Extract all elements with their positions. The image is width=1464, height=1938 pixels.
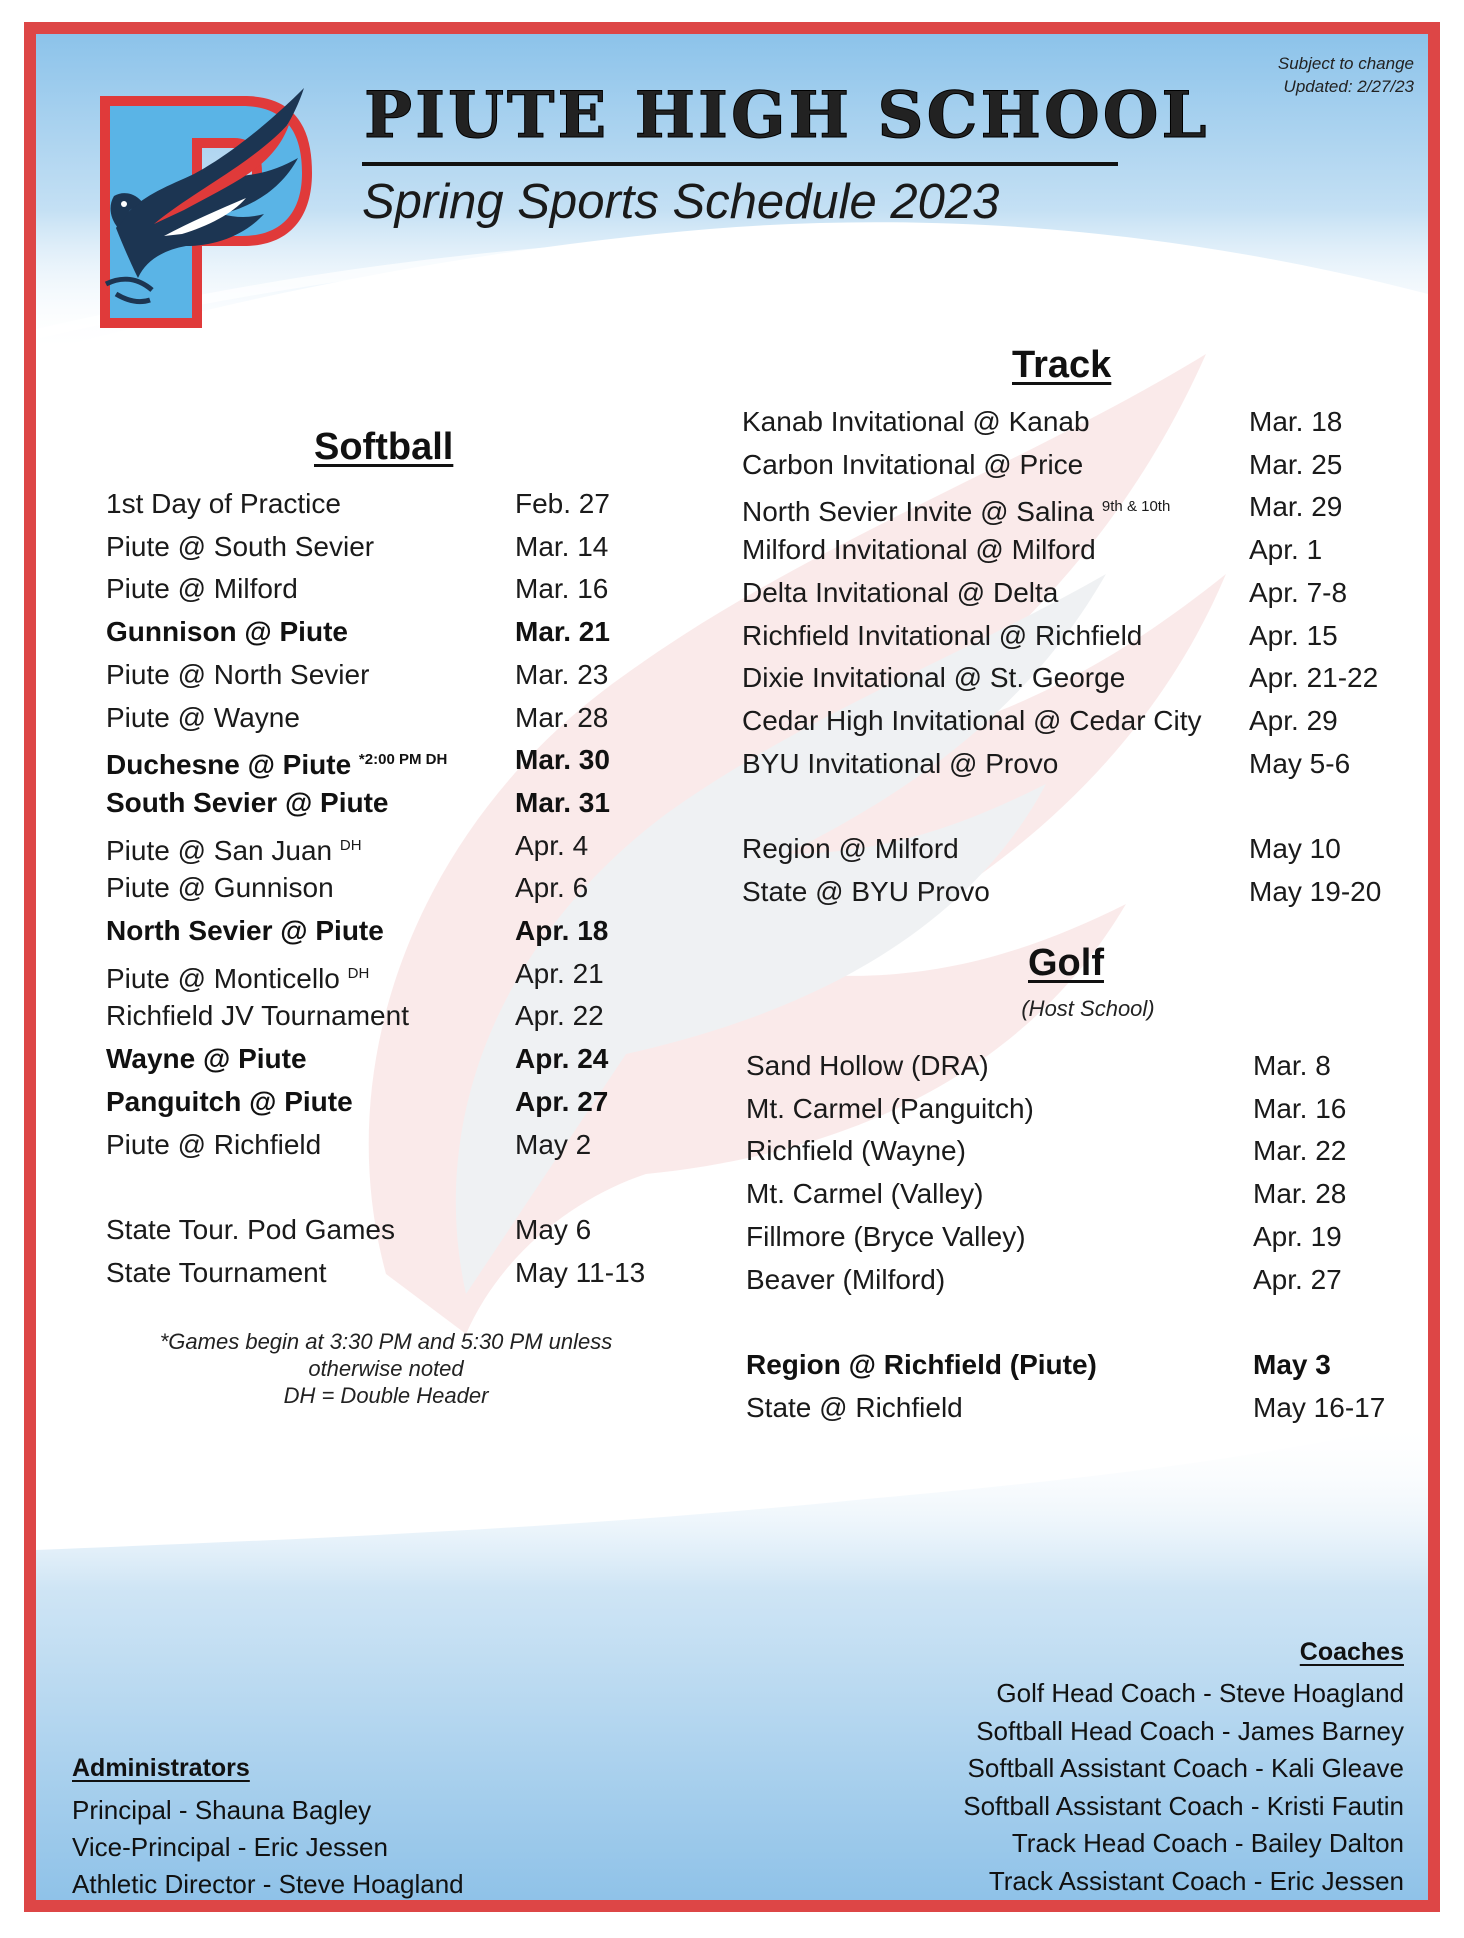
track-event-row bbox=[742, 871, 1440, 914]
golf-host-label: (Host School) bbox=[1021, 996, 1155, 1021]
track-event-row bbox=[742, 615, 1440, 658]
event-name: North Sevier Invite @ Salina bbox=[742, 496, 1095, 528]
event-date: Mar. 16 bbox=[1253, 1092, 1347, 1124]
track-event-row bbox=[742, 657, 1440, 700]
event-date: Apr. 21 bbox=[515, 957, 604, 989]
track-event-row bbox=[742, 700, 1440, 743]
event-name: Wayne @ Piute bbox=[106, 1043, 307, 1075]
event-date: Mar. 22 bbox=[1253, 1135, 1347, 1167]
event-name-cell bbox=[106, 611, 348, 654]
event-name: BYU Invitational @ Provo bbox=[742, 747, 1059, 779]
softball-event-row bbox=[106, 654, 686, 697]
event-date: Apr. 22 bbox=[515, 1000, 604, 1032]
event-date: Apr. 18 bbox=[515, 915, 609, 946]
event-note: *2:00 PM DH bbox=[358, 751, 448, 769]
event-name: Carbon Invitational @ Price bbox=[742, 448, 1084, 480]
coaches-heading: Coaches bbox=[1299, 1638, 1404, 1666]
event-name-cell bbox=[742, 486, 1170, 534]
event-name-cell bbox=[742, 444, 1083, 487]
softball-event-row bbox=[106, 1124, 686, 1167]
softball-event-row bbox=[106, 1081, 686, 1124]
track-event-row bbox=[742, 486, 1440, 529]
event-name: North Sevier @ Piute bbox=[106, 915, 384, 946]
event-name-cell bbox=[106, 1209, 395, 1252]
event-name: Richfield (Wayne) bbox=[746, 1135, 966, 1167]
coach-entry: Softball Assistant Coach - Kristi Fautin bbox=[963, 1790, 1404, 1821]
event-date: May 5-6 bbox=[1249, 747, 1351, 779]
event-date: Apr. 27 bbox=[1253, 1263, 1342, 1295]
track-event-row bbox=[742, 828, 1440, 871]
administrator-entry: Principal - Shauna Bagley bbox=[72, 1795, 372, 1825]
track-event-row bbox=[742, 401, 1440, 444]
event-name: Piute @ Wayne bbox=[106, 701, 300, 733]
event-name: Panguitch @ Piute bbox=[106, 1085, 353, 1117]
event-date: Mar. 14 bbox=[515, 530, 609, 562]
administrators-heading: Administrators bbox=[72, 1754, 250, 1782]
schedule-subtitle: Spring Sports Schedule 2023 bbox=[362, 175, 1000, 229]
softball-event-row bbox=[106, 526, 686, 569]
event-name: Mt. Carmel (Panguitch) bbox=[746, 1092, 1034, 1124]
event-name: 1st Day of Practice bbox=[106, 488, 341, 519]
coach-entry: Golf Head Coach - Steve Hoagland bbox=[996, 1678, 1404, 1708]
event-name: South Sevier @ Piute bbox=[106, 786, 389, 818]
event-name: State @ Richfield bbox=[746, 1391, 963, 1423]
event-date: Mar. 31 bbox=[515, 786, 610, 818]
event-date: Mar. 18 bbox=[1249, 406, 1343, 437]
event-name-cell bbox=[746, 1088, 1034, 1131]
event-name-cell bbox=[106, 1038, 307, 1081]
track-schedule-list bbox=[742, 401, 1440, 921]
softball-event-row bbox=[106, 995, 686, 1038]
softball-event-row bbox=[106, 1209, 686, 1252]
event-name: Region @ Milford bbox=[742, 833, 959, 864]
golf-event-row bbox=[746, 1344, 1440, 1387]
event-name-cell bbox=[746, 1130, 966, 1173]
event-name: State @ BYU Provo bbox=[742, 875, 990, 907]
event-name-cell bbox=[742, 828, 959, 871]
event-name-cell bbox=[106, 825, 362, 873]
event-date: May 6 bbox=[515, 1213, 592, 1245]
event-date: Mar. 30 bbox=[515, 744, 610, 776]
golf-schedule-list bbox=[746, 1045, 1440, 1445]
event-name: State Tour. Pod Games bbox=[106, 1213, 395, 1245]
golf-event-row bbox=[746, 1259, 1440, 1302]
softball-event-row bbox=[106, 867, 686, 910]
softball-event-row bbox=[106, 782, 686, 825]
event-date: Apr. 4 bbox=[515, 829, 589, 861]
event-date: Mar. 8 bbox=[1253, 1050, 1331, 1081]
event-note: DH bbox=[339, 836, 362, 854]
event-date: Mar. 29 bbox=[1249, 491, 1343, 523]
track-section-title: Track bbox=[1012, 344, 1112, 386]
softball-schedule-list bbox=[106, 483, 686, 1313]
softball-event-row bbox=[106, 697, 686, 740]
event-name: Piute @ Milford bbox=[106, 573, 298, 605]
softball-section-title: Softball bbox=[314, 426, 454, 468]
softball-event-row bbox=[106, 568, 686, 611]
golf-event-row bbox=[746, 1045, 1440, 1088]
event-name-cell bbox=[106, 953, 369, 1001]
event-name-cell bbox=[106, 1252, 327, 1295]
event-name: Piute @ Monticello bbox=[106, 962, 340, 994]
event-name-cell bbox=[742, 871, 990, 914]
event-date: Mar. 28 bbox=[515, 701, 609, 733]
coach-entry: Track Head Coach - Bailey Dalton bbox=[1011, 1828, 1404, 1858]
coach-entry: Softball Head Coach - James Barney bbox=[976, 1715, 1404, 1746]
event-date: Mar. 16 bbox=[515, 573, 609, 605]
event-date: Apr. 6 bbox=[515, 872, 589, 904]
softball-notes bbox=[116, 1328, 656, 1409]
event-date: Mar. 23 bbox=[515, 658, 609, 690]
event-name-cell bbox=[742, 743, 1058, 786]
title-underline-rule bbox=[362, 162, 1118, 166]
event-date: May 10 bbox=[1249, 833, 1341, 864]
event-name-cell bbox=[106, 568, 298, 611]
golf-event-row bbox=[746, 1387, 1440, 1430]
event-name: Dixie Invitational @ St. George bbox=[742, 662, 1126, 694]
event-name: Piute @ Richfield bbox=[106, 1128, 322, 1160]
golf-event-row bbox=[746, 1173, 1440, 1216]
event-date: Apr. 27 bbox=[515, 1085, 609, 1117]
event-name: Cedar High Invitational @ Cedar City bbox=[742, 704, 1202, 736]
softball-event-row bbox=[106, 1252, 686, 1295]
track-event-row bbox=[742, 444, 1440, 487]
event-date: May 2 bbox=[515, 1128, 592, 1160]
school-name: PIUTE HIGH SCHOOL bbox=[364, 78, 1210, 153]
softball-event-row bbox=[106, 953, 686, 996]
event-name-cell bbox=[746, 1259, 945, 1302]
event-name: State Tournament bbox=[106, 1256, 327, 1288]
event-date: Apr. 7-8 bbox=[1249, 576, 1348, 608]
subject-to-change-text: Subject to change bbox=[1277, 54, 1414, 73]
softball-event-row bbox=[106, 910, 686, 953]
coach-entry: Softball Assistant Coach - Kali Gleave bbox=[967, 1753, 1404, 1783]
event-date: Mar. 25 bbox=[1249, 448, 1343, 480]
updated-date-text: Updated: 2/27/23 bbox=[1283, 77, 1414, 96]
event-name: Piute @ South Sevier bbox=[106, 530, 375, 562]
event-name-cell bbox=[106, 526, 374, 569]
event-name-cell bbox=[746, 1344, 1097, 1387]
event-name-cell bbox=[106, 483, 341, 526]
event-name: Delta Invitational @ Delta bbox=[742, 576, 1059, 608]
golf-event-row bbox=[746, 1088, 1440, 1131]
event-name-cell bbox=[106, 1124, 321, 1167]
event-date: May 19-20 bbox=[1249, 875, 1382, 907]
track-event-row bbox=[742, 743, 1440, 786]
event-date: Apr. 19 bbox=[1253, 1220, 1342, 1252]
event-date: May 16-17 bbox=[1253, 1391, 1386, 1423]
event-name-cell bbox=[746, 1216, 1026, 1259]
administrator-entry: Athletic Director - Steve Hoagland bbox=[72, 1869, 464, 1899]
track-event-row bbox=[742, 572, 1440, 615]
event-name-cell bbox=[106, 1081, 353, 1124]
event-name: Duchesne @ Piute bbox=[106, 749, 352, 781]
coach-entry: Track Assistant Coach - Eric Jessen bbox=[988, 1865, 1404, 1896]
coaches-list bbox=[963, 1675, 1404, 1900]
event-date: May 3 bbox=[1253, 1348, 1331, 1380]
softball-event-row bbox=[106, 483, 686, 526]
event-date: Feb. 27 bbox=[515, 488, 610, 519]
event-date: Mar. 28 bbox=[1253, 1178, 1347, 1210]
event-date: May 11-13 bbox=[515, 1256, 646, 1288]
softball-event-row bbox=[106, 825, 686, 868]
games-begin-note: *Games begin at 3:30 PM and 5:30 PM unless otherwise noted bbox=[159, 1329, 613, 1381]
event-name-cell bbox=[742, 700, 1202, 743]
event-name: Sand Hollow (DRA) bbox=[746, 1050, 989, 1081]
piute-falcon-logo bbox=[94, 78, 314, 348]
event-name-cell bbox=[106, 910, 384, 953]
event-name: Region @ Richfield (Piute) bbox=[746, 1348, 1097, 1380]
event-name-cell bbox=[746, 1173, 984, 1216]
event-name-cell bbox=[742, 615, 1142, 658]
administrators-list bbox=[72, 1792, 464, 1903]
event-name-cell bbox=[742, 401, 1090, 444]
softball-event-row bbox=[106, 1038, 686, 1081]
event-name-cell bbox=[106, 654, 369, 697]
golf-section-title: Golf bbox=[1028, 942, 1104, 984]
event-date: Apr. 1 bbox=[1249, 534, 1323, 566]
softball-event-row bbox=[106, 611, 686, 654]
event-name: Beaver (Milford) bbox=[746, 1263, 946, 1295]
update-note bbox=[1278, 52, 1414, 98]
event-name-cell bbox=[106, 782, 388, 825]
event-date: Apr. 29 bbox=[1249, 704, 1338, 736]
event-name-cell bbox=[746, 1387, 963, 1430]
event-name: Fillmore (Bryce Valley) bbox=[746, 1220, 1026, 1252]
event-name: Piute @ Gunnison bbox=[106, 872, 334, 904]
event-name-cell bbox=[742, 529, 1096, 572]
golf-event-row bbox=[746, 1216, 1440, 1259]
red-border-frame bbox=[24, 22, 1440, 1912]
event-name: Richfield Invitational @ Richfield bbox=[742, 619, 1143, 651]
event-name-cell bbox=[742, 657, 1125, 700]
event-name: Gunnison @ Piute bbox=[106, 616, 348, 648]
event-name-cell bbox=[106, 867, 334, 910]
administrator-entry: Vice-Principal - Eric Jessen bbox=[72, 1832, 388, 1862]
event-date: Apr. 24 bbox=[515, 1043, 609, 1075]
event-name-cell bbox=[106, 995, 409, 1038]
event-name: Richfield JV Tournament bbox=[106, 1000, 409, 1032]
event-name-cell bbox=[106, 697, 300, 740]
event-note: DH bbox=[347, 964, 370, 982]
event-name: Piute @ San Juan bbox=[106, 834, 333, 866]
event-note: 9th & 10th bbox=[1101, 498, 1171, 516]
event-name-cell bbox=[742, 572, 1058, 615]
event-name-cell bbox=[746, 1045, 989, 1088]
event-date: Mar. 21 bbox=[515, 616, 610, 648]
event-name: Piute @ North Sevier bbox=[106, 658, 370, 690]
double-header-note: DH = Double Header bbox=[283, 1383, 489, 1408]
event-date: Apr. 15 bbox=[1249, 619, 1338, 651]
track-event-row bbox=[742, 529, 1440, 572]
event-name: Kanab Invitational @ Kanab bbox=[742, 406, 1090, 437]
golf-event-row bbox=[746, 1130, 1440, 1173]
event-name-cell bbox=[106, 739, 447, 787]
softball-event-row bbox=[106, 739, 686, 782]
event-name: Milford Invitational @ Milford bbox=[742, 534, 1096, 566]
event-name: Mt. Carmel (Valley) bbox=[746, 1178, 984, 1210]
event-date: Apr. 21-22 bbox=[1249, 662, 1379, 694]
